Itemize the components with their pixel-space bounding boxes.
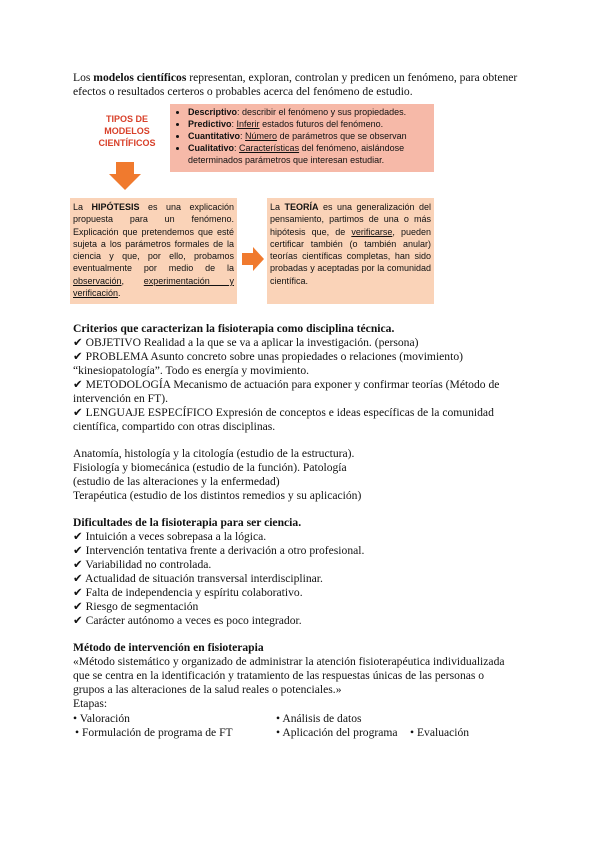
hipotesis-text: es una explicación propuesta para un fenómeno. Explicación que pretendemos que esté sujeta a los parámetros formales de la ciencia y que, por ello, probamos eventualmente por medio de la — [73, 202, 234, 274]
model-type-term: Descriptivo — [188, 107, 238, 117]
metodo-title: Método de intervención en fisioterapia — [73, 641, 264, 654]
metodo-quote-line: grupos a las alteraciones de la salud reales o potenciales.» — [73, 683, 342, 696]
metodo-quote-line: que se centra en la identificación y tratamiento de las respuestas únicas de las personas o — [73, 669, 485, 682]
etapa-item: • Evaluación — [410, 726, 470, 739]
teoria-keyword: verificarse — [351, 226, 393, 237]
model-type-desc: estados futuros del fenómeno. — [259, 119, 384, 129]
hipotesis-keyword-experimentacion: experimentación y verificación — [73, 275, 234, 299]
ciencias-line: Fisiología y biomecánica (estudio de la función). Patología — [73, 461, 347, 474]
dificultades-line: ✔ Variabilidad no controlada. — [73, 558, 212, 571]
model-type-keyword: Características — [239, 143, 300, 153]
etapa-item: • Aplicación del programa — [276, 726, 398, 739]
intro-bold-term: modelos científicos — [93, 71, 187, 84]
hipotesis-term: HIPÓTESIS — [91, 202, 140, 212]
teoria-pre: La — [270, 202, 285, 212]
separator: : — [237, 107, 240, 117]
tipos-modelos-title: TIPOS DE MODELOS CIENTÍFICOS — [98, 114, 156, 148]
dificultades-line: ✔ Falta de independencia y espíritu colaborativo. — [73, 586, 303, 599]
separator: : — [234, 143, 237, 153]
etapas-label: Etapas: — [73, 697, 108, 710]
criterios-line: “kinesiopatología”. Todo es energía y movimiento. — [73, 364, 310, 377]
dificultades-line: ✔ Intervención tentativa frente a derivación a otro profesional. — [73, 544, 365, 557]
criterios-line: ✔ LENGUAJE ESPECÍFICO Expresión de conceptos e ideas específicas de la comunidad — [73, 406, 494, 419]
model-types-list — [170, 104, 434, 166]
model-type-desc: de parámetros que se observan — [277, 131, 407, 141]
criterios-title: Criterios que caracterizan la fisioterapia como disciplina técnica. — [73, 322, 395, 335]
model-type-desc: describir el fenómeno y sus propiedades. — [239, 107, 407, 117]
ciencias-section — [73, 447, 533, 503]
criterios-line: ✔ METODOLOGÍA Mecanismo de actuación para exponer y confirmar teorías (Método de — [73, 378, 500, 391]
dificultades-line: ✔ Intuición a veces sobrepasa a la lógica. — [73, 530, 267, 543]
ciencias-line: Terapéutica (estudio de los distintos remedios y su aplicación) — [73, 489, 362, 502]
teoria-text-2: , pueden certificar también (o también anular) teorías científicas completas, han sido probadas y aceptadas por la comunidad científica. — [270, 226, 431, 286]
etapa-item: • Valoración — [73, 712, 130, 725]
criterios-line: ✔ PROBLEMA Asunto concreto sobre unas propiedades o relaciones (movimiento) — [73, 350, 463, 363]
hipotesis-end: . — [118, 288, 121, 299]
hipotesis-pre: La — [73, 202, 92, 212]
model-type-term: Cuantitativo — [188, 131, 241, 141]
etapa-item: • Formulación de programa de FT — [75, 726, 233, 739]
ciencias-line: Anatomía, histología y la citología (estudio de la estructura). — [73, 447, 355, 460]
ciencias-line: (estudio de las alteraciones y la enfermedad) — [73, 475, 280, 488]
dificultades-section — [73, 516, 533, 628]
dificultades-title: Dificultades de la fisioterapia para ser ciencia. — [73, 516, 302, 529]
model-type-term: Cualitativo — [188, 143, 235, 153]
model-type-desc: del fenómeno, aislándose — [299, 143, 405, 153]
arrow-down-icon — [109, 162, 141, 190]
dificultades-line: ✔ Actualidad de situación transversal interdisciplinar. — [73, 572, 323, 585]
separator: : — [231, 119, 235, 129]
model-type-term: Predictivo — [188, 119, 232, 129]
hipotesis-box — [70, 198, 237, 304]
model-type-item — [188, 106, 434, 118]
intro-post: representan, exploran, controlan y predicen un fenómeno, para obtener efectos o resultados certeros o probables acerca del fenómeno de estudio. — [73, 71, 518, 98]
dificultades-line: ✔ Riesgo de segmentación — [73, 600, 199, 613]
dificultades-line: ✔ Carácter autónomo a veces es poco integrador. — [73, 614, 302, 627]
hipotesis-mid: , — [121, 275, 144, 286]
model-type-keyword: Inferir — [236, 119, 260, 129]
criterios-line: intervención en FT). — [73, 392, 168, 405]
teoria-text-1: es una generalización del pensamiento, partimos de una o más hipótesis que, de — [270, 202, 432, 237]
criterios-line: científica, compartido con otras disciplinas. — [73, 420, 276, 433]
separator: : — [240, 131, 243, 141]
metodo-section — [73, 641, 533, 711]
model-type-keyword: Número — [245, 131, 278, 141]
criterios-line: ✔ OBJETIVO Realidad a la que se va a aplicar la investigación. (persona) — [73, 336, 419, 349]
hipotesis-keyword-observacion: observación — [73, 275, 122, 286]
criterios-section — [73, 322, 533, 434]
model-type-item — [188, 118, 434, 130]
intro-paragraph — [73, 71, 533, 99]
teoria-term: TEORÍA — [284, 202, 319, 212]
intro-pre: Los — [73, 71, 94, 84]
model-type-continuation: determinados parámetros que interesan estudiar. — [188, 155, 385, 165]
teoria-box — [267, 198, 434, 304]
arrow-right-icon — [242, 247, 264, 271]
model-type-item — [188, 142, 434, 154]
model-types-box — [170, 104, 434, 172]
etapa-item: • Análisis de datos — [276, 712, 362, 725]
model-type-item — [188, 130, 434, 142]
metodo-quote-line: «Método sistemático y organizado de administrar la atención fisioterapéutica individualizada — [73, 655, 505, 668]
